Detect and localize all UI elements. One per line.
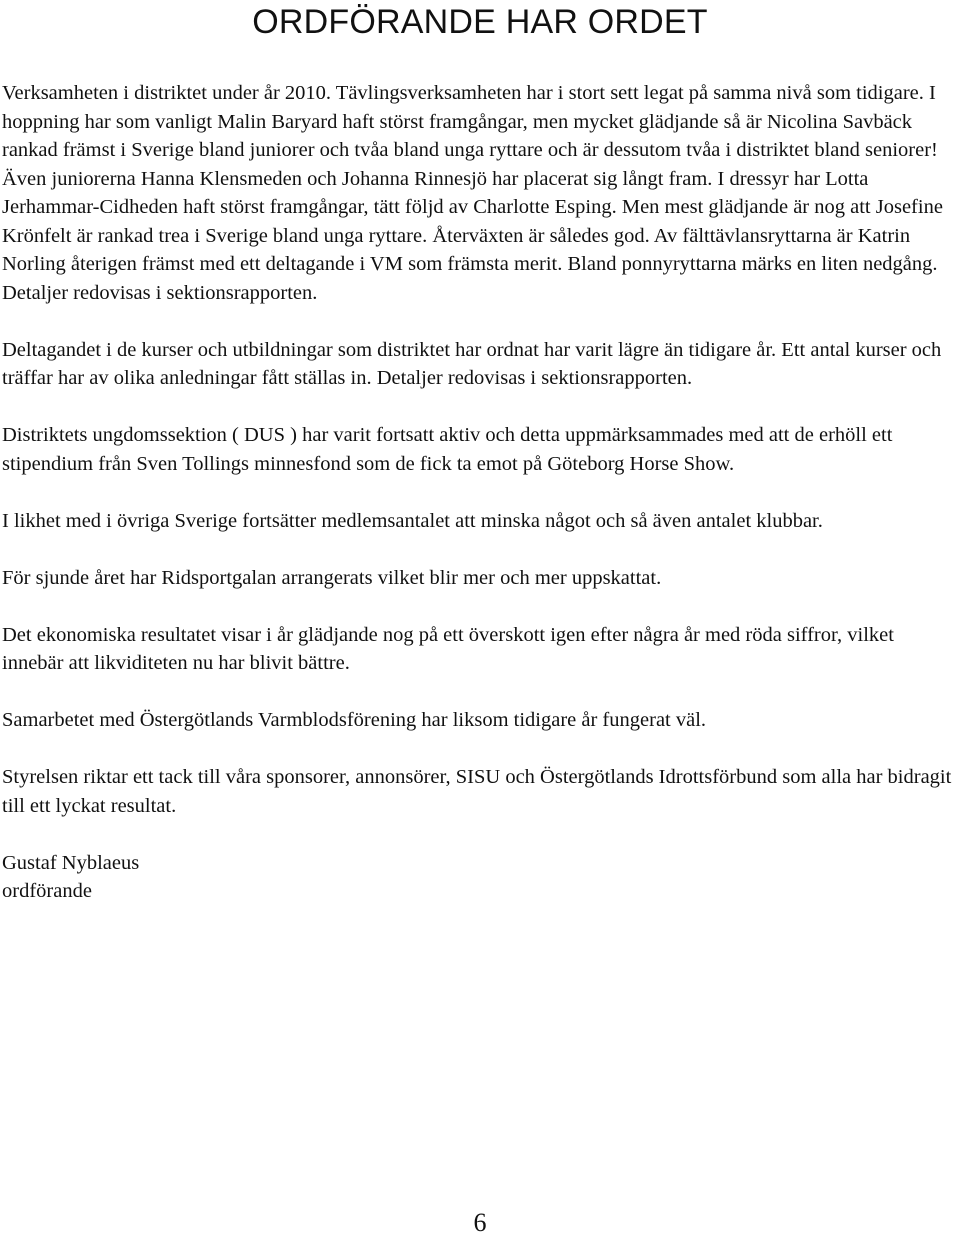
signature-role: ordförande	[2, 880, 92, 902]
paragraph-kurser: Deltagandet i de kurser och utbildningar som distriktet har ordnat har varit lägre än tidigare år. Ett antal kurser och träffar har av olika anledningar fått ställas in. Detaljer redovisas i sektionsrapporten.	[2, 338, 942, 389]
paragraph-samarbete: Samarbetet med Östergötlands Varmblodsförening har liksom tidigare år fungerat väl.	[2, 709, 707, 731]
paragraph-verksamheten: Verksamheten i distriktet under år 2010. Tävlingsverksamheten har i stort sett legat på samma nivå som tidigare. I hoppning har som vanligt Malin Baryard haft störst framgångar, men mycket glädjande så är Nicolina Savbäck rankad främst i Sverige bland juniorer och tvåa bland unga ryttare och är dessutom tvåa i distriktet bland seniorer! Även juniorerna Hanna Klensmeden och Johanna Rinnesjö har placerat sig långt fram. I dressyr har Lotta Jerhammar-Cidheden haft störst framgångar, tätt följd av Charlotte Esping. Men mest glädjande är nog att Josefine Krönfelt är rankad trea i Sverige bland unga ryttare. Återväxten är således god. Av fälttävlansryttarna är Katrin Norling återigen främst med ett deltagande i VM som främsta merit. Bland ponnyryttarna märks en liten nedgång. Detaljer redovisas i sektionsrapporten.	[2, 82, 943, 304]
signature-name: Gustaf Nyblaeus	[2, 851, 140, 874]
page-number: 6	[473, 1208, 487, 1237]
paragraph-tack: Styrelsen riktar ett tack till våra sponsorer, annonsörer, SISU och Östergötlands Idrottsförbund som alla har bidragit till ett lyckat resultat.	[2, 766, 952, 817]
page-title: ORDFÖRANDE HAR ORDET	[252, 3, 708, 41]
signature-block	[2, 849, 958, 906]
paragraph-medlemsantal: I likhet med i övriga Sverige fortsätter medlemsantalet att minska något och så även antalet klubbar.	[2, 509, 823, 532]
paragraph-ekonomi: Det ekonomiska resultatet visar i år glädjande nog på ett överskott igen efter några år med röda siffror, vilket innebär att likviditeten nu har blivit bättre.	[2, 623, 894, 674]
paragraph-ridsportgalan: För sjunde året har Ridsportgalan arrangerats vilket blir mer och mer uppskattat.	[2, 566, 662, 589]
document-body	[2, 79, 958, 906]
paragraph-ungdomssektion: Distriktets ungdomssektion ( DUS ) har varit fortsatt aktiv och detta uppmärksammades med att de erhöll ett stipendium från Sven Tollings minnesfond som de fick ta emot på Göteborg Horse Show.	[2, 424, 893, 475]
